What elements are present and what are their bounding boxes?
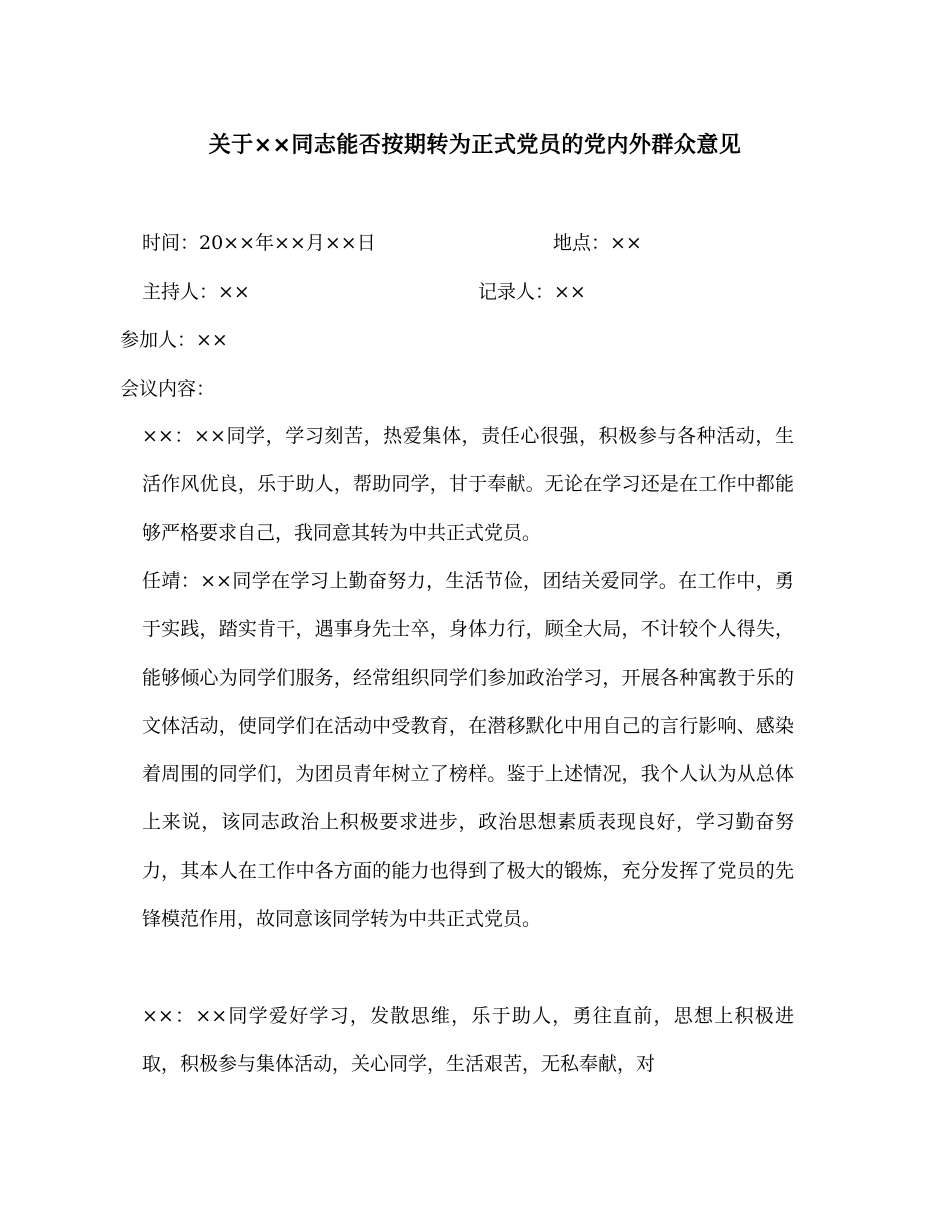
opinion-paragraph-1: ××：××同学，学习刻苦，热爱集体，责任心很强，积极参与各种活动，生活作风优良，乐于助人，帮助同学，甘于奉献。无论在学习还是在工作中都能够严格要求自己，我同意其转为中共正式党员。	[142, 425, 794, 544]
meeting-time: 时间：20××年××月××日	[142, 232, 376, 254]
opinion-paragraph-2: 任靖：××同学在学习上勤奋努力，生活节俭，团结关爱同学。在工作中，勇于实践，踏实肯干，遇事身先士卒，身体力行，顾全大局，不计较个人得失，能够倾心为同学们服务，经常组织同学们参加政治学习，开展各种寓教于乐的文体活动，使同学们在活动中受教育，在潜移默化中用自己的言行影响、感染着周围的同学们，为团员青年树立了榜样。鉴于上述情况，我个人认为从总体上来说，该同志政治上积极要求进步，政治思想素质表现良好，学习勤奋努力，其本人在工作中各方面的能力也得到了极大的锻炼，充分发挥了党员的先锋模范作用，故同意该同学转为中共正式党员。	[142, 570, 794, 931]
meeting-recorder: 记录人：××	[478, 281, 586, 303]
opinion-paragraph-3: ××：××同学爱好学习，发散思维，乐于助人，勇往直前，思想上积极进取，积极参与集体活动，关心同学，生活艰苦，无私奉献，对	[142, 1005, 794, 1076]
meeting-location: 地点：××	[553, 232, 642, 254]
document-title: 关于××同志能否按期转为正式党员的党内外群众意见	[208, 133, 742, 158]
meeting-host: 主持人：××	[142, 281, 250, 303]
meeting-participants: 参加人：××	[120, 329, 228, 351]
content-heading: 会议内容：	[120, 378, 216, 400]
